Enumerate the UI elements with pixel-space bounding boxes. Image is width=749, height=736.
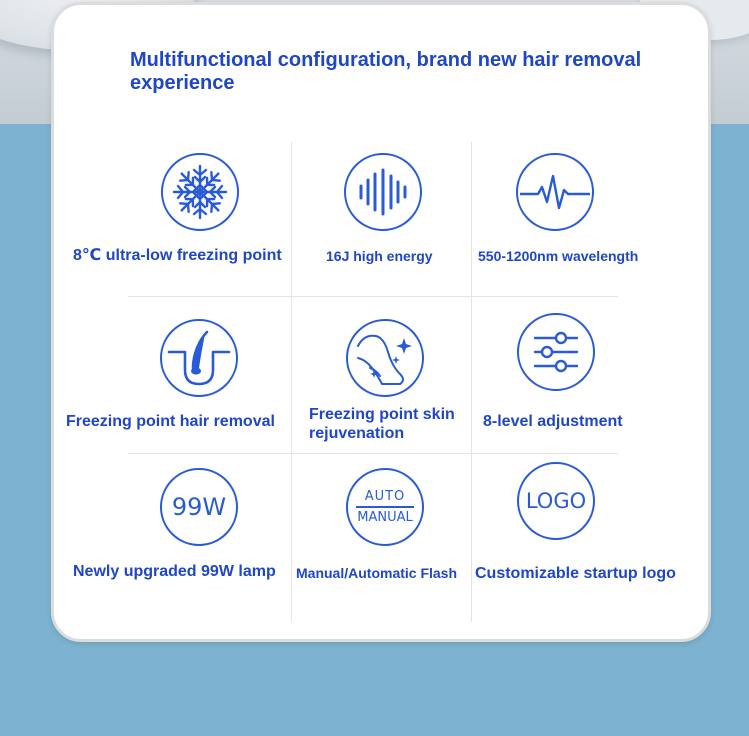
feature-label: 8-level adjustment	[483, 413, 623, 430]
smooth-leg-icon	[346, 319, 424, 397]
feature-label: 8℃ ultra-low freezing point	[73, 247, 282, 264]
feature-label: Freezing point hair removal	[66, 413, 275, 430]
pulse-wave-icon	[516, 153, 594, 231]
icon-text-top: AUTO	[364, 489, 406, 504]
icon-text: 99W	[171, 493, 227, 521]
page-title: Multifunctional configuration, brand new hair removal experience	[130, 49, 642, 94]
sound-wave-icon	[344, 153, 422, 231]
icon-text: LOGO	[525, 488, 587, 513]
99w-icon	[160, 468, 238, 546]
logo-icon	[517, 462, 595, 540]
grid-divider-horizontal-2	[128, 453, 618, 454]
feature-label: Newly upgraded 99W lamp	[73, 563, 276, 580]
auto-manual-icon	[346, 468, 424, 546]
feature-label: Customizable startup logo	[475, 565, 676, 582]
grid-divider-vertical-2	[471, 142, 472, 622]
snowflake-icon	[161, 153, 239, 231]
grid-divider-vertical-1	[291, 142, 292, 622]
grid-divider-horizontal-1	[128, 296, 618, 297]
hair-follicle-icon	[160, 319, 238, 397]
feature-label: 16J high energy	[326, 248, 433, 264]
feature-label: 550-1200nm wavelength	[478, 248, 639, 264]
icon-divider	[356, 506, 414, 508]
sliders-icon	[517, 313, 595, 391]
feature-label: Manual/Automatic Flash	[296, 565, 458, 581]
feature-label: Freezing point skin rejuvenation	[309, 406, 455, 442]
icon-text-bottom: MANUAL	[357, 510, 413, 525]
